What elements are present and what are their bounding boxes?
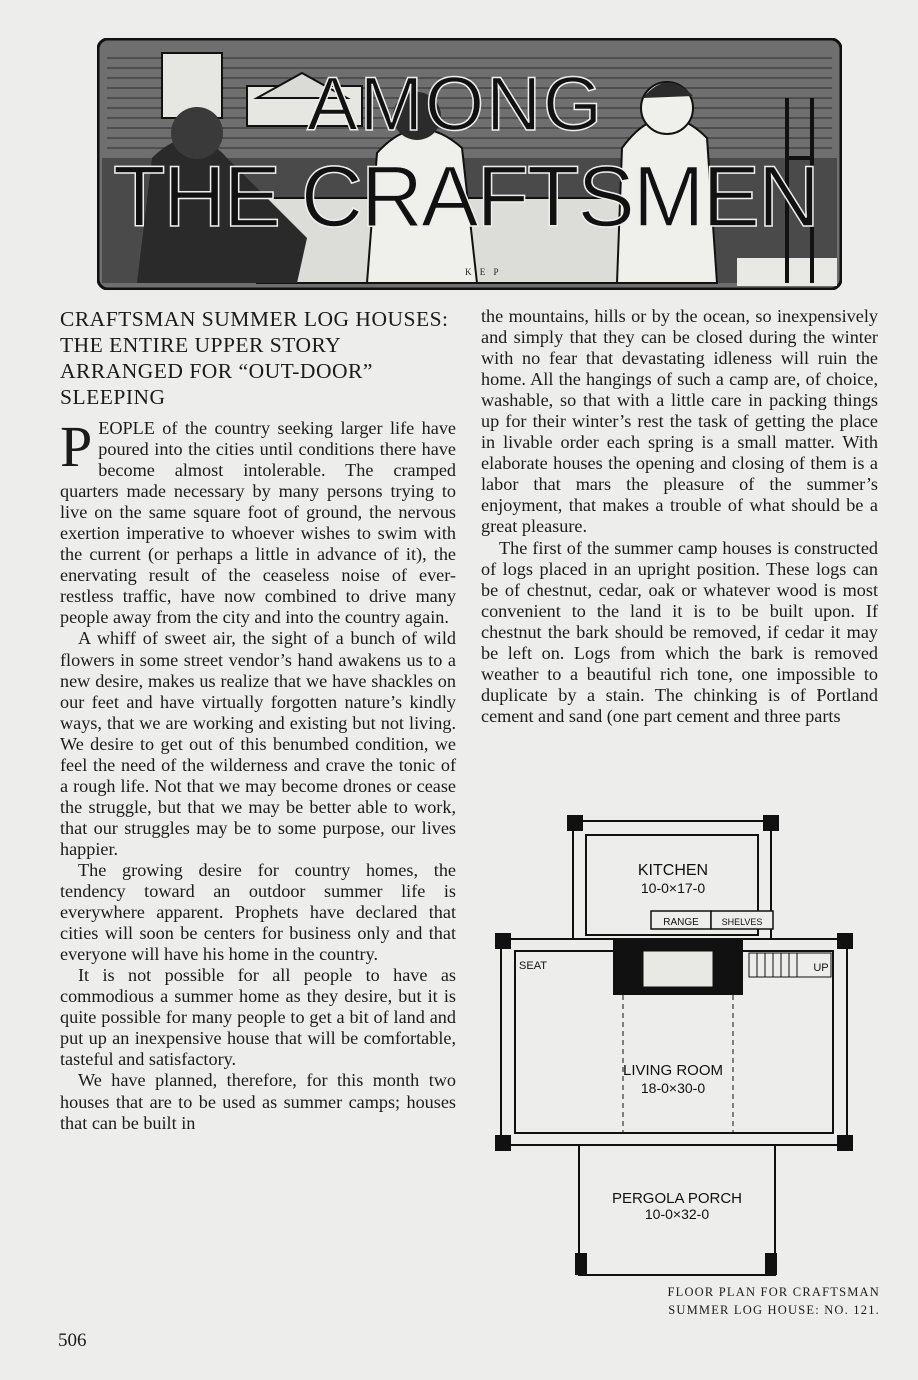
floor-plan-drawing	[493, 813, 855, 1283]
paragraph-4: It is not possible for all people to have as commodious a summer home as they desire, but it is quite possible for many people to get a bit of land and put up an inexpensive house that will be comfortable, tasteful and satisfactory.	[60, 965, 456, 1070]
paragraph-1-text: EOPLE of the country seeking larger life have poured into the cities until conditions there have become almost intolerable. The cramped quarters made necessary by many persons trying to live on the same square foot of ground, the nervous exertion imperative to whoever wishes to swim with the current (or perhaps a little in advance of it), the enervating result of the ceaseless noise of ever-restless traffic, have now combined to drive many people away from the city and into the country again.	[60, 418, 456, 628]
paragraph-6: the mountains, hills or by the ocean, so inexpensively and simply that they can be closed during the winter with no fear that devastating idleness will ruin the home. All the hangings of such a camp are, of choice, washable, so that with a little care in packing things up for their winter’s rest the task of getting the place in livable order each spring is a small matter. With elaborate houses the opening and closing of them is a labor that mars the pleasure of the summer’s enjoyment, that makes a trouble of what should be a great pleasure.	[481, 306, 878, 537]
kitchen-label: KITCHEN	[637, 862, 709, 879]
paragraph-1	[60, 414, 456, 628]
floor-plan-caption	[600, 1283, 880, 1319]
paragraph-5: We have planned, therefore, for this month two houses that are to be used as summer camps; houses that can be built in	[60, 1070, 456, 1133]
living-room-size: 18-0×30-0	[640, 1080, 706, 1096]
caption-line-2: SUMMER LOG HOUSE: NO. 121.	[668, 1303, 880, 1317]
paragraph-3: The growing desire for country homes, the tendency toward an outdoor summer life is everywhere apparent. Prophets have declared that cities will soon be centers for business only and that everyone will have his home in the country.	[60, 859, 456, 965]
drop-cap: P	[60, 414, 93, 479]
paragraph-7: The first of the summer camp houses is constructed of logs placed in an upright position. These logs can be of chestnut, cedar, oak or whatever wood is most convenient to the land it is to be built upon. If chestnut the bark should be removed, if cedar it may be left on. Logs from which the bark is removed weather to a beautiful rich tone, one impossible to duplicate by a stain. The chinking is of Portland cement and sand (one part cement and three parts	[481, 537, 878, 726]
left-column	[60, 306, 456, 1134]
banner-line1: AMONG	[307, 62, 605, 147]
page-number: 506	[58, 1330, 87, 1351]
living-room-label: LIVING ROOM	[622, 1062, 724, 1079]
seat-label: SEAT	[519, 960, 547, 972]
right-column	[481, 306, 878, 727]
caption-line-1: FLOOR PLAN FOR CRAFTSMAN	[667, 1285, 880, 1299]
stair-up-label: UP	[813, 962, 829, 974]
header-illustration	[97, 38, 842, 290]
artist-monogram: K E P	[465, 267, 502, 277]
porch-size: 10-0×32-0	[644, 1206, 710, 1222]
banner-line2: THE CRAFTSMEN	[113, 149, 818, 245]
article-title: CRAFTSMAN SUMMER LOG HOUSES: THE ENTIRE UPPER STORY ARRANGED FOR “OUT-DOOR” SLEEPING	[60, 307, 449, 409]
kitchen-size: 10-0×17-0	[640, 880, 706, 896]
porch-label: PERGOLA PORCH	[611, 1190, 743, 1207]
paragraph-2: A whiff of sweet air, the sight of a bunch of wild flowers in some street vendor’s hand awakens us to a new desire, makes us realize that we have shackles on our feet and have virtually forgotten nature’s kindly ways, that we are working and existing but not living. We desire to get out of this benumbed condition, we feel the need of the wilderness and crave the tonic of a rough life. Not that we may become drones or cease the struggle, but that we may be better able to work, that our struggles may be to some purpose, our lives happier.	[60, 628, 456, 859]
range-label: RANGE	[663, 917, 699, 928]
shelves-label: SHELVES	[721, 917, 763, 927]
